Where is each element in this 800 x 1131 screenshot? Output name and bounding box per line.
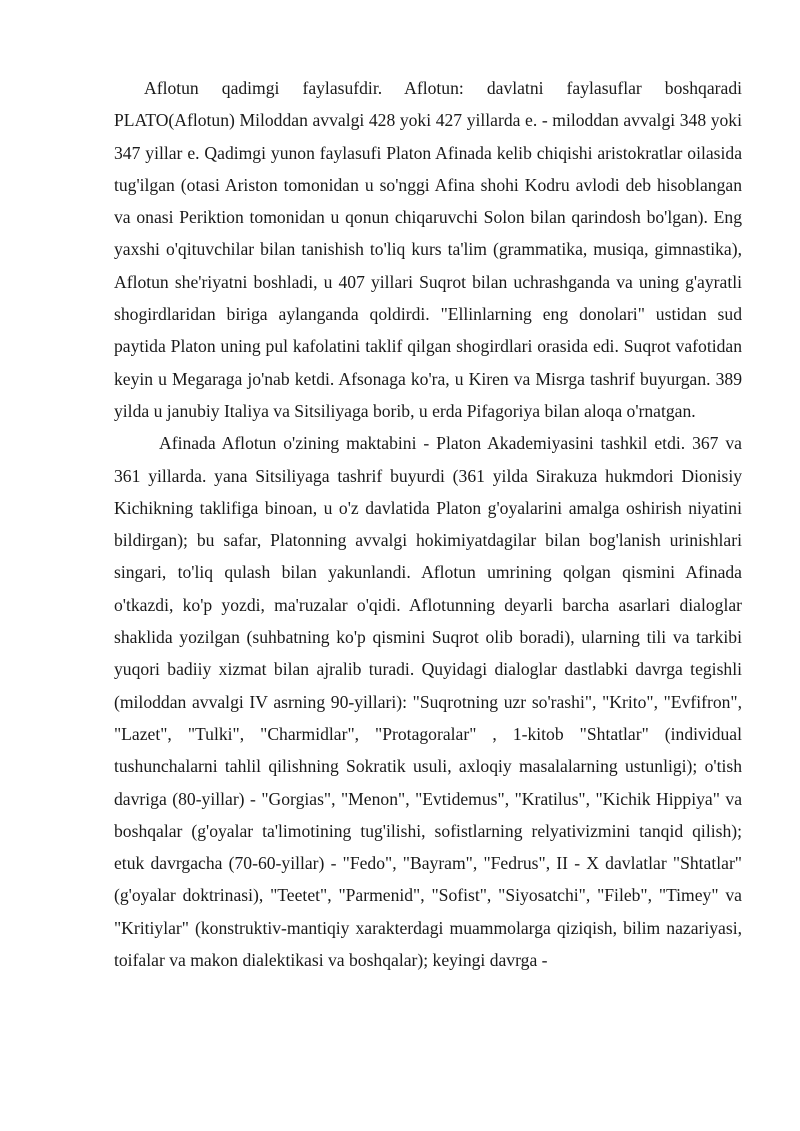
paragraph-2: Afinada Aflotun o'zining maktabini - Platon Akademiyasini tashkil etdi. 367 va 361 yillarda. yana Sitsiliyaga tashrif buyurdi (361 yilda Sirakuza hukmdori Dionisiy Kichikning taklifiga binoan, u o'z davlatida Platon g'oyalarini amalga oshirish niyatini bildirgan); bu safar, Platonning avvalgi hokimiyatdagilar bilan bog'lanish urinishlari singari, to'liq qulash bilan yakunlandi. Aflotun umrining qolgan qismini Afinada o'tkazdi, ko'p yozdi, ma'ruzalar o'qidi. Aflotunning deyarli barcha asarlari dialoglar shaklida yozilgan (suhbatning ko'p qismini Suqrot olib boradi), ularning tili va tarkibi yuqori badiiy xizmat bilan ajralib turadi. Quyidagi dialoglar dastlabki davrga tegishli (miloddan avvalgi IV asrning 90-yillari): "Suqrotning uzr so'rashi", "Krito", "Evfifron", "Lazet", "Tulki", "Charmidlar", "Protagoralar" , 1-kitob "Shtatlar" (individual tushunchalarni tahlil qilishning Sokratik usuli, axloqiy masalalarning ustunligi); o'tish davriga (80-yillar) - "Gorgias", "Menon", "Evtidemus", "Kratilus", "Kichik Hippiya" va boshqalar (g'oyalar ta'limotining tug'ilishi, sofistlarning relyativizmini tanqid qilish); etuk davrgacha (70-60-yillar) - "Fedo", "Bayram", "Fedrus", II - X davlatlar "Shtatlar" (g'oyalar doktrinasi), "Teetet", "Parmenid", "Sofist", "Siyosatchi", "Fileb", "Timey" va "Kritiylar" (konstruktiv-mantiqiy xarakterdagi muammolarga qiziqish, bilim nazariyasi, toifalar va makon dialektikasi va boshqalar); keyingi davrga - — [114, 433, 742, 971]
paragraph-1: Aflotun qadimgi faylasufdir. Aflotun: davlatni faylasuflar boshqaradi PLATO(Aflotun) Miloddan avvalgi 428 yoki 427 yillarda e. - miloddan avvalgi 348 yoki 347 yillar e. Qadimgi yunon faylasufi Platon Afinada kelib chiqishi aristokratlar oilasida tug'ilgan (otasi Ariston tomonidan u so'nggi Afina shohi Kodru avlodi deb hisoblangan va onasi Periktion tomonidan u qonun chiqaruvchi Solon bilan qarindosh bo'lgan). Eng yaxshi o'qituvchilar bilan tanishish to'liq kurs ta'lim (grammatika, musiqa, gimnastika), Aflotun she'riyatni boshladi, u 407 yillari Suqrot bilan uchrashganda va uning g'ayratli shogirdlaridan biriga aylanganda qoldirdi. "Ellinlarning eng donolari" ustidan sud paytida Platon uning pul kafolatini taklif qilgan shogirdlari orasida edi. Suqrot vafotidan keyin u Megaraga jo'nab ketdi. Afsonaga ko'ra, u Kiren va Misrga tashrif buyurgan. 389 yilda u janubiy Italiya va Sitsiliyaga borib, u erda Pifagoriya bilan aloqa o'rnatgan. — [114, 78, 742, 421]
